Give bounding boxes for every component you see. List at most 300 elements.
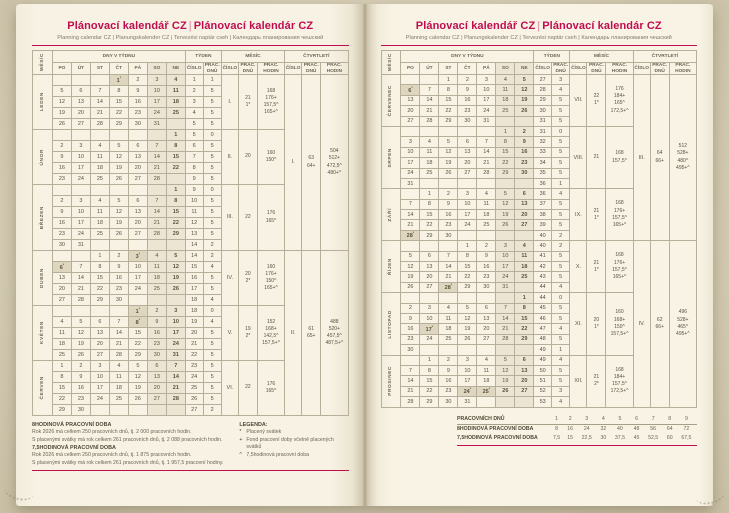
day-cell: 9 [477,251,496,261]
title-slovak: Plánovací kalendár CZ [193,20,314,32]
day-cell: 28 [147,174,166,185]
week-workdays-cell: 0 [552,126,570,136]
day-cell: 31 [71,240,90,251]
week-workdays-cell: 2 [203,251,221,262]
value-line: 150^ [265,278,277,284]
day-cell: 18 [147,273,166,284]
value-line: 21 [593,373,600,380]
month-name-text: ZÁŘÍ [388,207,394,222]
hours-table-value: 9 [676,415,697,425]
day-cell: 27 [420,282,439,292]
week-workdays-cell: 5 [203,361,221,372]
value-line: 20 [245,153,251,160]
month-workhours-cell [606,75,633,127]
week-workdays-cell: 5 [203,207,221,218]
day-cell [496,397,515,407]
day-cell: 21 [496,324,515,334]
week-number-cell: 26 [185,394,203,405]
day-cell: 15 [166,152,185,163]
week-workdays-cell: 5 [552,168,570,178]
month-name-label [381,126,401,188]
day-cell: 13 [52,273,71,284]
week-workdays-cell: 4 [552,397,570,407]
week-workdays-cell: 5 [203,196,221,207]
header-month-workhours: PRAC. HODIN [257,63,284,75]
month-name-label [381,75,401,127]
header-day-čt: ČT [109,63,128,75]
month-workdays-cell [238,251,257,306]
week-number-cell: 14 [185,240,203,251]
calendar-head [33,51,349,75]
day-cell [71,306,90,317]
value-line: 66+ [655,323,664,330]
day-cell: 12 [515,85,534,95]
day-cell: 2 [71,361,90,372]
day-cell [109,130,128,141]
day-cell [128,405,147,416]
day-cell: 9 [128,86,147,97]
day-cell: 27 [52,295,71,306]
day-cell: 13 [90,328,109,339]
head-row-groups [381,51,697,63]
day-cell [166,119,185,130]
day-cell: 28 [90,119,109,130]
day-cell: 4 [90,196,109,207]
value-line: 62 [656,316,663,323]
holiday-asterisk: * [431,324,434,329]
day-cell: 5 [515,75,534,85]
day-cell [90,405,109,416]
week-number-cell: 1 [185,75,203,86]
hours-table-value: 6 [631,415,643,425]
day-cell: 20 [147,383,166,394]
day-cell: 21 [477,158,496,168]
day-cell: 12 [439,147,458,157]
day-cell: 27 [71,119,90,130]
week-workdays-cell: 4 [203,262,221,273]
day-cell: 7 [496,303,515,313]
month-number-cell: X. [570,241,587,293]
legend-text: 7,5hodinová pracovní doba [246,451,309,458]
day-cell: 25 [420,168,439,178]
day-cell: 23 [128,108,147,119]
day-cell: 16 [515,147,534,157]
day-cell: 13 [128,207,147,218]
day-cell: 21 [90,108,109,119]
day-cell [90,306,109,317]
month-workhours-cell [606,293,633,355]
header-month-workdays: PRAC. DNŮ [238,63,257,75]
day-cell: 2 [52,141,71,152]
day-cell: 5 [458,303,477,313]
value-line: 152 [266,318,276,325]
header-day-st: ST [439,63,458,75]
month-name-text: LISTOPAD [388,309,394,339]
month-workdays-cell [238,306,257,361]
quarter-workdays-cell [650,75,669,241]
day-cell: 6 [515,189,534,199]
day-cell [515,345,534,355]
quarter-workhours-cell [669,75,696,241]
day-cell: 18 [477,210,496,220]
week-number-cell: 12 [185,218,203,229]
day-cell: 19 [109,163,128,174]
left-page [16,4,365,506]
day-cell [477,230,496,240]
week-number-cell: 14 [185,251,203,262]
header-days-group: DNY V TÝDNU [401,51,534,63]
header-day-st: ST [90,63,109,75]
day-cell: 29 [109,119,128,130]
day-cell: 21 [439,272,458,282]
header-day-so: SO [147,63,166,75]
day-cell: 15 [166,207,185,218]
day-cell [90,240,109,251]
day-cell: 12 [109,152,128,163]
value-line: 2* [594,381,599,388]
value-line: 61 [308,325,314,332]
hours-table-value: 52,5 [648,434,659,441]
quarter-workhours-cell [669,241,696,407]
day-cell: 12 [496,199,515,209]
hours-table-value: 4 [597,415,609,425]
day-cell: 23 [52,229,71,240]
day-cell: 1 [515,293,534,303]
day-cell: 13 [401,95,420,105]
week-number-cell: 4 [185,108,203,119]
day-cell: 5 [71,317,90,328]
hours-table-value: 37,5 [614,434,625,441]
header-quarter-workhours: PRAC. HODIN [669,63,696,75]
day-cell: 25 [496,106,515,116]
day-cell: 23 [71,394,90,405]
hours-table-value: 67,5 [681,434,692,441]
day-cell: 25 [90,229,109,240]
day-cell: 18 [420,158,439,168]
header-quarter-group: ČTVRTLETÍ [633,51,696,63]
value-line: 157,5^ [612,157,627,164]
day-cell: 20 [71,108,90,119]
day-cell [420,241,439,251]
day-cell: 18 [439,324,458,334]
day-cell: 19 [71,339,90,350]
day-cell: 11 [477,365,496,375]
day-cell: 12 [128,372,147,383]
month-workhours-cell [257,75,284,130]
week-number-cell: 49 [534,355,552,365]
value-line: 528+ [677,150,689,157]
week-number-cell: 9 [185,174,203,185]
day-cell: 20 [128,163,147,174]
day-cell: 30 [71,405,90,416]
day-cell: 3 [420,303,439,313]
day-cell: 7 [71,262,90,273]
day-cell: 14 [109,328,128,339]
day-cell: 6 [458,137,477,147]
week-workdays-cell: 0 [203,306,221,317]
day-cell: 12 [458,313,477,323]
day-cell: 30 [477,282,496,292]
value-line: 2* [245,278,251,284]
week-workdays-cell: 5 [203,141,221,152]
week-number-cell: 36 [534,189,552,199]
day-cell: 16 [439,376,458,386]
header-week-workdays: PRAC. DNŮ [204,63,220,74]
week-number-cell: 27 [185,405,203,416]
day-cell: 21 [166,383,185,394]
week-workdays-cell: 0 [203,130,221,141]
hours-table-value: 60 [666,434,673,441]
day-cell [128,295,147,306]
header-day-čt: ČT [458,63,477,75]
legend-item [239,437,348,452]
day-cell: 6 [147,361,166,372]
day-cell: 10 [166,317,185,328]
week-number-cell: 50 [534,365,552,375]
day-cell: 9 [401,313,420,323]
header-day-út: ÚT [420,63,439,75]
day-cell: 23 [147,339,166,350]
page-title [32,20,349,33]
day-cell: 8 [420,199,439,209]
week-number-cell: 40 [534,241,552,251]
day-cell: 20 [477,324,496,334]
value-line: 20 [593,316,600,323]
month-number-cell: I. [221,75,238,130]
day-cell: 9 [439,199,458,209]
day-cell: 26 [496,220,515,230]
day-cell: 25 [90,174,109,185]
week-number-cell: 11 [185,207,203,218]
day-cell: 12 [71,328,90,339]
quarter-number-cell: III. [633,75,650,241]
week-number-cell: 16 [185,273,203,284]
value-line: 496 [678,309,688,316]
day-cell: 26 [71,350,90,361]
day-cell [515,116,534,126]
day-cell: 16 [52,218,71,229]
footer-75h-line: Rok 2026 má celkem 250 pracovních dnů, tj. 1 875 pracovních hodin. [32,452,192,459]
day-cell: 12 [109,207,128,218]
day-cell: 16 [52,163,71,174]
month-name-text: LEDEN [39,92,45,112]
value-line: 21 [245,94,251,101]
week-workdays-cell: 5 [552,334,570,344]
week-number-cell: 30 [534,106,552,116]
hours-table-value: 40 [617,425,623,432]
day-cell: 9 [52,152,71,163]
day-cell: 20 [515,376,534,386]
week-workdays-cell: 5 [203,218,221,229]
week-number-cell: 43 [534,272,552,282]
week-workdays-cell: 5 [552,220,570,230]
day-cell [458,230,477,240]
month-name-text: ÚNOR [39,148,45,166]
day-cell: 11 [515,251,534,261]
day-cell [90,75,109,86]
quarter-workdays-cell [650,241,669,407]
day-cell [109,306,128,317]
month-number-cell: VIII. [570,126,587,188]
day-cell [477,293,496,303]
value-line: 142,5^ [263,333,279,339]
day-cell: 2 [147,306,166,317]
value-line: 465^ [677,323,689,330]
day-cell: 6 [515,355,534,365]
month-workdays-cell [587,355,606,407]
day-cell: 18 [109,383,128,394]
value-line: 165^ [265,388,277,394]
holiday-asterisk: * [138,251,141,256]
day-cell [401,241,420,251]
week-workdays-cell: 5 [203,383,221,394]
day-cell: 30 [458,116,477,126]
day-cell: 26 [515,106,534,116]
legend [231,421,348,467]
day-cell: 17 [458,210,477,220]
value-line: 168 [615,200,624,207]
month-name-label [381,355,401,407]
day-cell: 9 [52,207,71,218]
day-cell [109,405,128,416]
header-day-pá: PÁ [477,63,496,75]
day-cell: 28 [109,350,128,361]
hours-table-value: 45 [633,434,640,441]
day-cell: 3 [477,75,496,85]
day-cell: 21 [401,220,420,230]
day-cell: 17 [71,163,90,174]
day-cell: 17 [401,158,420,168]
value-line: 168+ [613,316,626,323]
day-cell: 10 [401,147,420,157]
header-month-number: ČÍSLO [570,63,587,75]
month-number-cell: III. [221,185,238,251]
day-cell: 2 [477,241,496,251]
day-cell: 23 [439,386,458,396]
day-cell [420,293,439,303]
day-cell: 8 [90,262,109,273]
day-cell: 11 [147,262,166,273]
day-cell: 19 [496,210,515,220]
day-cell: 29 [439,116,458,126]
month-workhours-cell [257,361,284,416]
day-cell: 13 [515,365,534,375]
week-workdays-cell: 4 [203,295,221,306]
header-quarter-number: ČÍSLO [633,63,650,75]
day-cell: 25 [439,334,458,344]
day-cell: 10 [71,207,90,218]
day-cell: 22 [90,284,109,295]
value-line: 512+ [328,155,340,162]
day-cell: 3 [147,75,166,86]
day-cell: 8 [458,251,477,261]
day-cell: 28* [401,230,420,240]
day-cell: 2 [401,303,420,313]
day-cell: 15 [90,273,109,284]
week-number-cell: 28 [534,85,552,95]
month-number-cell: V. [221,306,238,361]
day-cell: 8 [166,196,185,207]
day-cell [439,241,458,251]
week-number-cell: 49 [534,345,552,355]
week-workdays-cell: 1 [552,178,570,188]
day-cell [401,189,420,199]
left-page-header [32,20,349,46]
day-cell [109,185,128,196]
header-week-group: TÝDEN [185,51,221,63]
day-cell: 23 [109,284,128,295]
day-cell: 22 [439,106,458,116]
day-cell: 11 [166,86,185,97]
day-cell [515,230,534,240]
day-cell: 27 [458,168,477,178]
day-cell: 7 [109,317,128,328]
week-workdays-cell: 4 [552,355,570,365]
day-cell: 24 [166,339,185,350]
day-cell: 4 [52,317,71,328]
day-cell: 7 [147,141,166,152]
week-workdays-cell: 0 [203,185,221,196]
value-line: 165+^ [612,221,627,228]
day-cell: 21 [71,284,90,295]
day-cell: 10 [477,85,496,95]
head-row-groups [33,51,349,63]
day-cell: 10 [90,372,109,383]
day-cell: 19 [166,273,185,284]
day-cell: 13 [71,97,90,108]
day-cell: 5 [496,355,515,365]
day-cell: 6* [401,85,420,95]
header-day-so: SO [496,63,515,75]
day-cell [52,306,71,317]
week-number-cell: 41 [534,251,552,261]
month-number-cell: IV. [221,251,238,306]
value-line: 165+^ [264,109,278,116]
day-cell: 29 [458,282,477,292]
day-cell: 22 [166,163,185,174]
hours-conversion-footer [457,415,697,446]
day-cell: 24 [401,168,420,178]
page-subtitle: Planning calendar CZ | Planungskalender CZ | Tervezési naptár cseh | Календарь планирования чешский [405,35,672,41]
working-time-text [32,421,231,467]
week-workdays-cell: 5 [203,97,221,108]
value-line: 168 [615,252,624,259]
value-line: 64+ [306,162,316,169]
day-cell: 24 [128,284,147,295]
day-cell: 29 [90,295,109,306]
day-cell: 10 [147,86,166,97]
day-cell [52,185,71,196]
week-number-cell: 8 [185,163,203,174]
day-cell: 3 [166,306,185,317]
legend-symbol: + [239,436,243,443]
day-cell: 3 [71,196,90,207]
holiday-asterisk: * [138,317,141,322]
month-workdays-cell [238,185,257,251]
day-cell: 17 [147,97,166,108]
week-number-cell: 18 [185,306,203,317]
header-day-út: ÚT [71,63,90,75]
legend-symbol: * [239,429,242,435]
month-workhours-cell [606,355,633,407]
day-cell: 15 [109,97,128,108]
day-cell: 23 [52,174,71,185]
day-cell [128,240,147,251]
hours-table-value: 16 [567,425,574,432]
month-name-text: KVĚTEN [39,321,45,345]
day-cell: 3 [71,141,90,152]
day-cell: 9 [147,317,166,328]
